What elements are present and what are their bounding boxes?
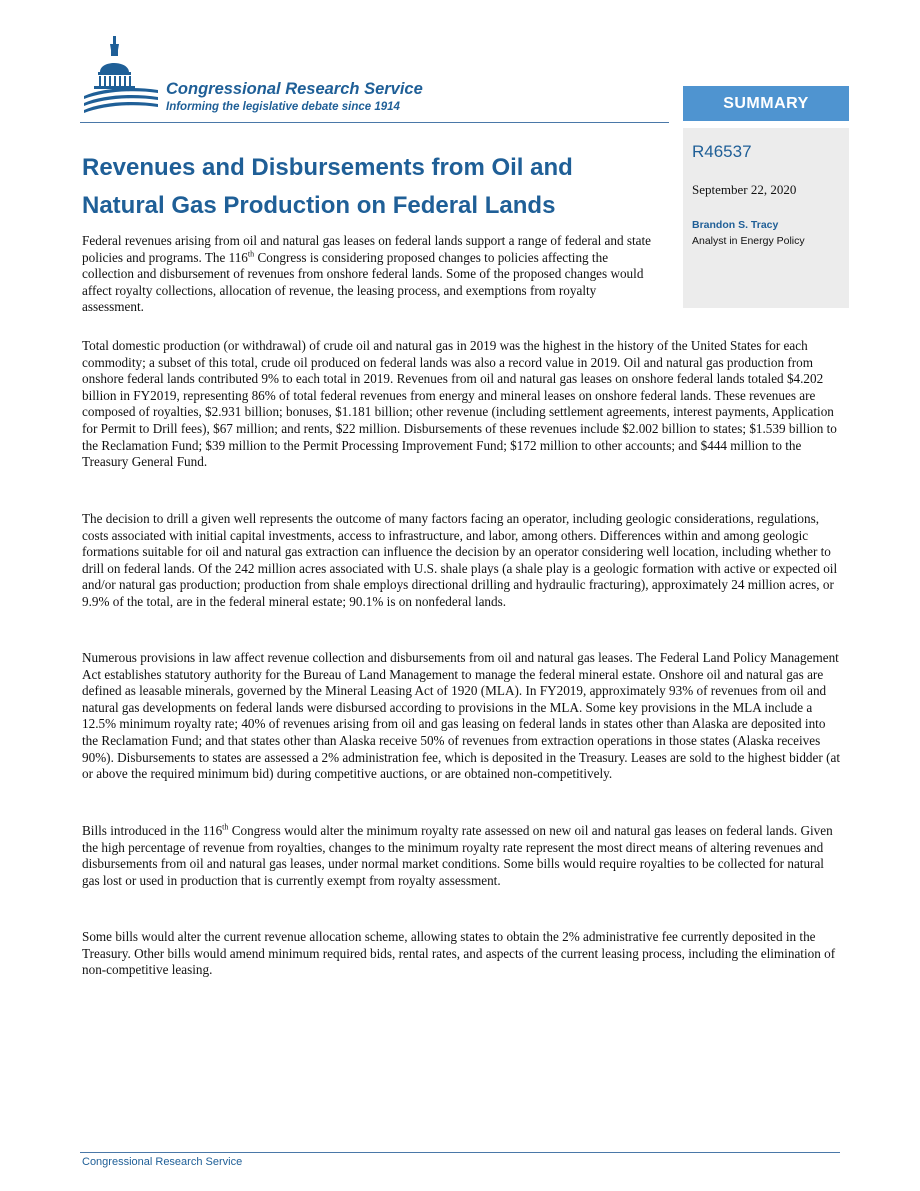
footer-text: Congressional Research Service [82, 1156, 243, 1168]
summary-paragraph-5 [82, 823, 842, 889]
paragraph-text: Federal revenues arising from oil and natural gas leases on federal lands support a range of federal and state policies and programs. The 116 [82, 233, 652, 265]
header-divider [80, 122, 669, 123]
author-title: Analyst in Energy Policy [692, 235, 805, 247]
footer-divider [80, 1152, 840, 1153]
summary-banner: SUMMARY [683, 86, 849, 121]
author-name: Brandon S. Tracy [692, 219, 779, 231]
summary-paragraph-4: Numerous provisions in law affect revenue collection and disbursements from oil and natural gas leases. The Federal Land Policy Management Act establishes statutory authority for the Bureau of Land Management to manage the federal mineral estate. Onshore oil and natural gas are defined as leasable minerals, governed by the Mineral Leasing Act of 1920 (MLA). In FY2019, approximately 93% of revenues from oil and natural gas developments on federal lands were disbursed according to provisions in the MLA. Some key provisions in the MLA include a 12.5% minimum royalty rate; 40% of revenues arising from oil and gas leasing on federal lands in states other than Alaska are deposited into the Reclamation Fund; and that states other than Alaska receive 50% of revenues from extraction operations in those states (Alaska receives 90%). Disbursements to states are assessed a 2% administration fee, which is deposited in the Treasury. Leases are sold to the highest bidder (at or above the required minimum bid) during competitive auctions, or are obtained non-competitively. [82, 650, 840, 782]
summary-paragraph-1 [82, 233, 660, 316]
summary-paragraph-2: Total domestic production (or withdrawal) of crude oil and natural gas in 2019 was the highest in the history of the United States for each commodity; a subset of this total, crude oil produced on federal lands was also a record value in 2019. Oil and natural gas production from onshore federal lands contributed 9% to each total in 2019. Revenues from oil and natural gas leases on onshore federal lands totaled $4.202 billion in FY2019, representing 86% of total federal revenues from energy and mineral leases on onshore federal lands. These revenues are composed of royalties, $2.931 billion; bonuses, $1.181 billion; other revenue (including settlement agreements, interest payments, Application for Permit to Drill fees), $67 million; and rents, $22 million. Disbursements of these revenues include $2.002 billion to states; $1.539 billion to the Reclamation Fund; $39 million to the Permit Processing Improvement Fund; $172 million to other accounts; and $444 million to the Treasury General Fund. [82, 338, 837, 470]
summary-paragraph-6: Some bills would alter the current revenue allocation scheme, allowing states to obtain the 2% administrative fee currently deposited in the Treasury. Other bills would amend minimum required bids, rental rates, and aspects of the current leasing process, including the elimination of non-competitive leasing. [82, 929, 836, 978]
paragraph-text: Congress would alter the minimum royalty rate assessed on new oil and natural gas leases on federal lands. Given the high percentage of revenue from royalties, changes to the minimum royalty rate represent the most direct means of altering revenues and disbursements from oil and natural gas leases, under normal market conditions. Some bills would require royalties to be collected for natural gas lost or used in production that is currently exempt from royalty assessment. [82, 823, 833, 888]
paragraph-text: Congress is considering proposed changes to policies affecting the collection and disbursement of revenues from onshore federal lands. Some of the proposed changes would affect royalty collections, allocation of revenue, the leasing process, and exemptions from royalty assessment. [82, 249, 644, 315]
ordinal-suffix: th [222, 822, 229, 832]
brand-name: Congressional Research Service [166, 80, 423, 98]
ordinal-suffix: th [247, 249, 255, 259]
paragraph-text: Bills introduced in the 116 [82, 823, 223, 838]
report-number: R46537 [692, 142, 752, 161]
summary-paragraph-3: The decision to drill a given well represents the outcome of many factors facing an operator, including geologic considerations, regulations, costs associated with initial capital investments, access to infrastructure, and labor, among others. Differences within and among geologic formations suitable for oil and natural gas extraction can influence the decision by an operator considering well location, including whether to drill on federal lands. Of the 242 million acres associated with U.S. shale plays (a shale play is a geologic formation with active or expected oil and/or natural gas production; production from shale employs directional drilling and hydraulic fracturing), approximately 24 million acres, or 9.9% of the total, are in the federal mineral estate; 90.1% is on nonfederal lands. [82, 511, 838, 609]
brand-tagline: Informing the legislative debate since 1914 [166, 101, 400, 113]
report-date: September 22, 2020 [692, 182, 797, 197]
capitol-dome-icon [82, 36, 160, 120]
page-title: Revenues and Disbursements from Oil and Natural Gas Production on Federal Lands [82, 154, 573, 219]
